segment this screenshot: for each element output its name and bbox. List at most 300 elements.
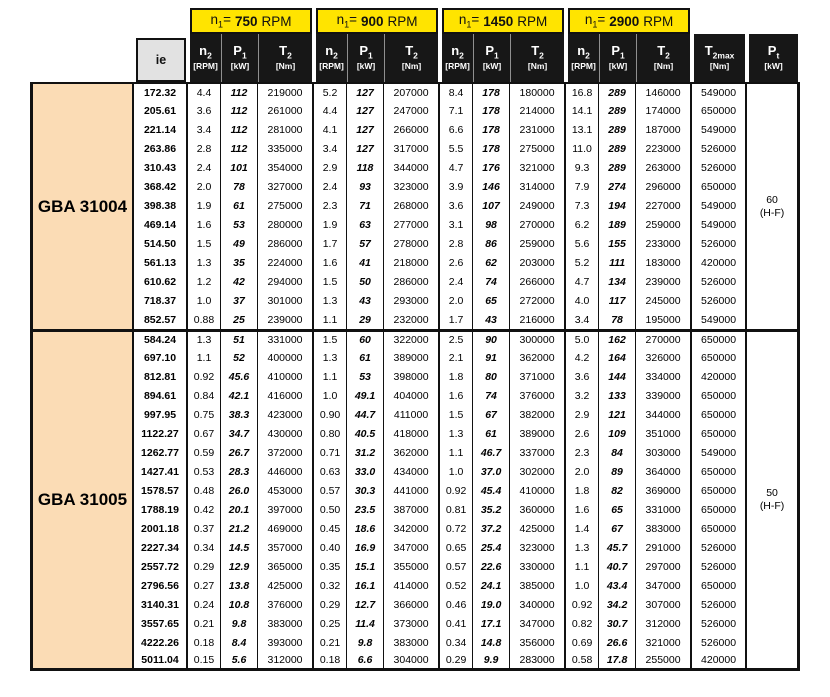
column-header-group-900 xyxy=(316,34,438,82)
speed-banner-row xyxy=(30,8,800,34)
t2-cell: 326000 xyxy=(636,348,692,367)
n2-cell: 4.1 xyxy=(314,120,347,139)
t2-cell: 232000 xyxy=(384,310,440,329)
t2max-cell: 549000 xyxy=(692,310,747,329)
gear-ratio-cell: 368.42 xyxy=(134,177,188,196)
t2-cell: 227000 xyxy=(636,196,692,215)
gear-ratio-cell: 2796.56 xyxy=(134,576,188,595)
p1-cell: 42.1 xyxy=(221,386,258,405)
table-row xyxy=(30,462,800,481)
n2-cell: 7.1 xyxy=(440,101,473,120)
t2-cell: 372000 xyxy=(258,443,314,462)
n2-cell: 0.52 xyxy=(440,576,473,595)
p1-cell: 61 xyxy=(473,424,510,443)
p1-cell: 194 xyxy=(599,196,636,215)
p1-cell: 50 xyxy=(347,272,384,291)
p1-cell: 78 xyxy=(221,177,258,196)
p1-cell: 24.1 xyxy=(473,576,510,595)
gear-ratio-cell: 610.62 xyxy=(134,272,188,291)
model-label: GBA 31004 xyxy=(30,82,134,329)
t2-cell: 263000 xyxy=(636,158,692,177)
n2-cell: 1.9 xyxy=(188,196,221,215)
gear-ratio-cell: 5011.04 xyxy=(134,652,188,671)
t2-cell: 416000 xyxy=(258,386,314,405)
p1-cell: 178 xyxy=(473,82,510,101)
n2-cell: 0.69 xyxy=(566,633,599,652)
p1-cell: 176 xyxy=(473,158,510,177)
p1-cell: 74 xyxy=(473,272,510,291)
p1-cell: 33.0 xyxy=(347,462,384,481)
n2-cell: 6.2 xyxy=(566,215,599,234)
p1-cell: 14.5 xyxy=(221,538,258,557)
t2-cell: 410000 xyxy=(258,367,314,386)
table-row xyxy=(30,481,800,500)
t2max-cell: 650000 xyxy=(692,481,747,500)
n2-cell: 16.8 xyxy=(566,82,599,101)
t2-cell: 347000 xyxy=(636,576,692,595)
t2-cell: 323000 xyxy=(510,538,566,557)
t2max-cell: 650000 xyxy=(692,519,747,538)
t2-cell: 382000 xyxy=(510,405,566,424)
n2-cell: 1.3 xyxy=(566,538,599,557)
t2-cell: 296000 xyxy=(636,177,692,196)
n2-cell: 4.2 xyxy=(566,348,599,367)
table-row xyxy=(30,310,800,329)
gear-ratio-cell: 2001.18 xyxy=(134,519,188,538)
n2-cell: 3.4 xyxy=(188,120,221,139)
p1-cell: 45.7 xyxy=(599,538,636,557)
p1-cell: 86 xyxy=(473,234,510,253)
t2-cell: 321000 xyxy=(636,633,692,652)
t2max-cell: 549000 xyxy=(692,443,747,462)
gear-ratio-cell: 263.86 xyxy=(134,139,188,158)
p1-cell: 17.1 xyxy=(473,614,510,633)
n2-cell: 8.4 xyxy=(440,82,473,101)
t2max-cell: 549000 xyxy=(692,120,747,139)
p1-cell: 117 xyxy=(599,291,636,310)
p1-cell: 67 xyxy=(473,405,510,424)
n2-cell: 3.2 xyxy=(566,386,599,405)
n2-cell: 0.80 xyxy=(314,424,347,443)
gear-ratio-cell: 1788.19 xyxy=(134,500,188,519)
p1-cell: 189 xyxy=(599,215,636,234)
n2-cell: 3.4 xyxy=(566,310,599,329)
gear-ratio-cell: 310.43 xyxy=(134,158,188,177)
gear-ratio-cell: 3557.65 xyxy=(134,614,188,633)
t2-cell: 469000 xyxy=(258,519,314,538)
gear-ratio-cell: 3140.31 xyxy=(134,595,188,614)
t2-cell: 174000 xyxy=(636,101,692,120)
t2-cell: 304000 xyxy=(384,652,440,671)
p1-cell: 74 xyxy=(473,386,510,405)
n2-cell: 2.4 xyxy=(188,158,221,177)
p1-cell: 16.1 xyxy=(347,576,384,595)
t2-cell: 277000 xyxy=(384,215,440,234)
gear-ratio-cell: 205.61 xyxy=(134,101,188,120)
n2-cell: 0.53 xyxy=(188,462,221,481)
n2-cell: 0.29 xyxy=(188,557,221,576)
n2-cell: 1.1 xyxy=(314,367,347,386)
n2-cell: 2.6 xyxy=(566,424,599,443)
t2-cell: 342000 xyxy=(384,519,440,538)
p1-cell: 289 xyxy=(599,82,636,101)
n2-cell: 0.45 xyxy=(314,519,347,538)
p1-cell: 52 xyxy=(221,348,258,367)
n2-cell: 11.0 xyxy=(566,139,599,158)
n2-cell: 2.4 xyxy=(314,177,347,196)
n2-cell: 4.4 xyxy=(314,101,347,120)
t2-cell: 362000 xyxy=(384,443,440,462)
t2-cell: 383000 xyxy=(258,614,314,633)
n2-cell: 0.34 xyxy=(188,538,221,557)
n2-cell: 1.5 xyxy=(314,272,347,291)
p1-cell: 71 xyxy=(347,196,384,215)
table-row xyxy=(30,177,800,196)
t2-cell: 327000 xyxy=(258,177,314,196)
t2-cell: 434000 xyxy=(384,462,440,481)
n2-cell: 0.21 xyxy=(314,633,347,652)
t2-cell: 278000 xyxy=(384,234,440,253)
table-row xyxy=(30,120,800,139)
p1-cell: 80 xyxy=(473,367,510,386)
n2-cell: 0.42 xyxy=(188,500,221,519)
p1-cell: 84 xyxy=(599,443,636,462)
t2-cell: 280000 xyxy=(258,215,314,234)
model-label: GBA 31005 xyxy=(30,329,134,671)
n2-cell: 3.4 xyxy=(314,139,347,158)
t2max-cell: 650000 xyxy=(692,424,747,443)
gear-ratio-cell: 561.13 xyxy=(134,253,188,272)
t2-cell: 266000 xyxy=(510,272,566,291)
t2-cell: 321000 xyxy=(510,158,566,177)
n2-cell: 1.3 xyxy=(188,329,221,348)
t2-cell: 383000 xyxy=(636,519,692,538)
n2-cell: 0.57 xyxy=(314,481,347,500)
n2-cell: 1.6 xyxy=(188,215,221,234)
n2-cell: 6.6 xyxy=(440,120,473,139)
n2-cell: 4.7 xyxy=(440,158,473,177)
gear-ratio-cell: 1262.77 xyxy=(134,443,188,462)
speed-value: 1450 xyxy=(483,13,514,29)
t2-cell: 317000 xyxy=(384,139,440,158)
p1-cell: 155 xyxy=(599,234,636,253)
t2max-cell: 549000 xyxy=(692,82,747,101)
n2-cell: 3.6 xyxy=(440,196,473,215)
table-row xyxy=(30,348,800,367)
n2-cell: 0.32 xyxy=(314,576,347,595)
p1-cell: 112 xyxy=(221,139,258,158)
p1-cell: 121 xyxy=(599,405,636,424)
t2max-cell: 650000 xyxy=(692,348,747,367)
n2-cell: 1.1 xyxy=(188,348,221,367)
n2-cell: 0.29 xyxy=(314,595,347,614)
n2-cell: 2.0 xyxy=(566,462,599,481)
t2-cell: 335000 xyxy=(258,139,314,158)
t2max-cell: 650000 xyxy=(692,462,747,481)
n2-cell: 0.15 xyxy=(188,652,221,671)
table-row xyxy=(30,405,800,424)
gear-ratio-cell: 852.57 xyxy=(134,310,188,329)
t2-cell: 216000 xyxy=(510,310,566,329)
n2-cell: 2.3 xyxy=(314,196,347,215)
col-header-n2: $n_2$ [RPM] xyxy=(319,43,344,71)
p1-cell: 16.9 xyxy=(347,538,384,557)
n2-cell: 0.18 xyxy=(314,652,347,671)
col-header-t2: $T_2$ [Nm] xyxy=(510,34,564,82)
p1-cell: 26.7 xyxy=(221,443,258,462)
n2-cell: 1.0 xyxy=(440,462,473,481)
t2-cell: 312000 xyxy=(258,652,314,671)
n2-cell: 0.90 xyxy=(314,405,347,424)
ie-header: ie xyxy=(136,38,186,82)
n2-cell: 1.3 xyxy=(188,253,221,272)
n2-cell: 2.1 xyxy=(440,348,473,367)
p1-cell: 28.3 xyxy=(221,462,258,481)
n2-cell: 0.27 xyxy=(188,576,221,595)
t2-cell: 369000 xyxy=(636,481,692,500)
table-row xyxy=(30,215,800,234)
n2-cell: 5.2 xyxy=(566,253,599,272)
t2-cell: 281000 xyxy=(258,120,314,139)
t2-cell: 340000 xyxy=(510,595,566,614)
t2-cell: 364000 xyxy=(636,462,692,481)
table-row xyxy=(30,253,800,272)
n2-cell: 0.57 xyxy=(440,557,473,576)
p1-cell: 38.3 xyxy=(221,405,258,424)
p1-cell: 25 xyxy=(221,310,258,329)
t2-cell: 146000 xyxy=(636,82,692,101)
n2-cell: 7.3 xyxy=(566,196,599,215)
n2-cell: 4.0 xyxy=(566,291,599,310)
p1-cell: 43.4 xyxy=(599,576,636,595)
p1-cell: 178 xyxy=(473,101,510,120)
t2-cell: 270000 xyxy=(636,329,692,348)
n2-cell: 1.6 xyxy=(314,253,347,272)
n2-cell: 0.50 xyxy=(314,500,347,519)
t2-cell: 354000 xyxy=(258,158,314,177)
t2-cell: 214000 xyxy=(510,101,566,120)
n2-cell: 0.18 xyxy=(188,633,221,652)
n2-cell: 0.29 xyxy=(440,652,473,671)
t2max-cell: 650000 xyxy=(692,177,747,196)
p1-cell: 26.0 xyxy=(221,481,258,500)
p1-cell: 19.0 xyxy=(473,595,510,614)
t2-cell: 418000 xyxy=(384,424,440,443)
table-row xyxy=(30,272,800,291)
p1-cell: 60 xyxy=(347,329,384,348)
rpm-unit: RPM xyxy=(643,13,674,29)
n2-cell: 1.0 xyxy=(188,291,221,310)
t2-cell: 268000 xyxy=(384,196,440,215)
t2max-cell: 420000 xyxy=(692,367,747,386)
t2-cell: 373000 xyxy=(384,614,440,633)
t2-cell: 249000 xyxy=(510,196,566,215)
p1-cell: 17.8 xyxy=(599,652,636,671)
pt-thermal-class: (H-F) xyxy=(759,206,785,219)
column-header-group-1450 xyxy=(442,34,564,82)
t2-cell: 344000 xyxy=(384,158,440,177)
t2-cell: 446000 xyxy=(258,462,314,481)
p1-cell: 5.6 xyxy=(221,652,258,671)
p1-cell: 46.7 xyxy=(473,443,510,462)
n2-cell: 14.1 xyxy=(566,101,599,120)
t2-cell: 410000 xyxy=(510,481,566,500)
p1-cell: 40.5 xyxy=(347,424,384,443)
column-header-row xyxy=(30,34,800,82)
speed-value: 2900 xyxy=(609,13,640,29)
t2max-cell: 650000 xyxy=(692,386,747,405)
p1-cell: 49 xyxy=(221,234,258,253)
t2-cell: 389000 xyxy=(384,348,440,367)
model-group-gba31004 xyxy=(30,82,800,329)
t2max-cell: 526000 xyxy=(692,291,747,310)
t2-cell: 337000 xyxy=(510,443,566,462)
gear-ratio-cell: 894.61 xyxy=(134,386,188,405)
p1-cell: 42 xyxy=(221,272,258,291)
gear-ratio-cell: 718.37 xyxy=(134,291,188,310)
speed-value: 750 xyxy=(234,13,258,29)
p1-cell: 178 xyxy=(473,120,510,139)
n2-cell: 0.21 xyxy=(188,614,221,633)
t2-cell: 275000 xyxy=(510,139,566,158)
n2-cell: 4.7 xyxy=(566,272,599,291)
gear-ratio-cell: 697.10 xyxy=(134,348,188,367)
n2-cell: 0.92 xyxy=(188,367,221,386)
speed-banner-750 xyxy=(190,8,312,34)
n2-cell: 5.6 xyxy=(566,234,599,253)
p1-cell: 62 xyxy=(473,253,510,272)
table-row xyxy=(30,139,800,158)
t2-cell: 322000 xyxy=(384,329,440,348)
t2-cell: 351000 xyxy=(636,424,692,443)
n2-cell: 1.1 xyxy=(314,310,347,329)
n2-cell: 1.0 xyxy=(566,576,599,595)
t2max-cell: 650000 xyxy=(692,576,747,595)
t2-cell: 180000 xyxy=(510,82,566,101)
gear-ratio-cell: 172.32 xyxy=(134,82,188,101)
p1-cell: 11.4 xyxy=(347,614,384,633)
t2-cell: 286000 xyxy=(258,234,314,253)
n2-cell: 4.4 xyxy=(188,82,221,101)
n2-cell: 1.8 xyxy=(566,481,599,500)
pt-value: 50 xyxy=(766,487,778,499)
t2-cell: 224000 xyxy=(258,253,314,272)
t2-cell: 344000 xyxy=(636,405,692,424)
p1-cell: 35 xyxy=(221,253,258,272)
n2-cell: 0.81 xyxy=(440,500,473,519)
t2-cell: 425000 xyxy=(258,576,314,595)
table-row xyxy=(30,291,800,310)
p1-cell: 34.2 xyxy=(599,595,636,614)
n2-cell: 0.35 xyxy=(314,557,347,576)
t2-cell: 397000 xyxy=(258,500,314,519)
p1-cell: 9.9 xyxy=(473,652,510,671)
n2-cell: 1.1 xyxy=(440,443,473,462)
t2-cell: 441000 xyxy=(384,481,440,500)
p1-cell: 63 xyxy=(347,215,384,234)
p1-cell: 21.2 xyxy=(221,519,258,538)
p1-cell: 274 xyxy=(599,177,636,196)
n2-cell: 3.9 xyxy=(440,177,473,196)
p1-cell: 41 xyxy=(347,253,384,272)
col-header-p1: $P_1$ [kW] xyxy=(473,34,510,82)
p1-cell: 37.2 xyxy=(473,519,510,538)
table-row xyxy=(30,424,800,443)
n2-cell: 0.25 xyxy=(314,614,347,633)
pt-rating-cell xyxy=(747,82,800,329)
p1-cell: 89 xyxy=(599,462,636,481)
column-header-group-2900 xyxy=(568,34,690,82)
n1-symbol: $n_1=$ xyxy=(210,12,231,30)
p1-cell: 61 xyxy=(347,348,384,367)
gear-ratio-cell: 514.50 xyxy=(134,234,188,253)
t2-cell: 376000 xyxy=(258,595,314,614)
n2-cell: 7.9 xyxy=(566,177,599,196)
t2-cell: 239000 xyxy=(258,310,314,329)
t2-cell: 207000 xyxy=(384,82,440,101)
pt-rating-cell xyxy=(747,329,800,671)
n1-symbol: $n_1=$ xyxy=(336,12,357,30)
table-row xyxy=(30,538,800,557)
t2max-cell: 650000 xyxy=(692,329,747,348)
header-spacer-right xyxy=(692,8,800,34)
p1-cell: 53 xyxy=(221,215,258,234)
p1-cell: 93 xyxy=(347,177,384,196)
n2-cell: 0.59 xyxy=(188,443,221,462)
table-row xyxy=(30,576,800,595)
p1-cell: 53 xyxy=(347,367,384,386)
t2-cell: 360000 xyxy=(510,500,566,519)
n2-cell: 0.34 xyxy=(440,633,473,652)
t2-cell: 294000 xyxy=(258,272,314,291)
rpm-unit: RPM xyxy=(261,13,292,29)
n2-cell: 1.6 xyxy=(440,386,473,405)
p1-cell: 30.7 xyxy=(599,614,636,633)
n2-cell: 2.8 xyxy=(188,139,221,158)
t2-cell: 259000 xyxy=(510,234,566,253)
p1-cell: 37.0 xyxy=(473,462,510,481)
t2-cell: 339000 xyxy=(636,386,692,405)
n2-cell: 2.0 xyxy=(188,177,221,196)
col-header-pt: $P_t$ [kW] xyxy=(749,34,798,82)
t2-cell: 297000 xyxy=(636,557,692,576)
table-row xyxy=(30,443,800,462)
t2max-cell: 549000 xyxy=(692,215,747,234)
p1-cell: 289 xyxy=(599,101,636,120)
n2-cell: 0.82 xyxy=(566,614,599,633)
pt-thermal-class: (H-F) xyxy=(759,500,785,512)
p1-cell: 34.7 xyxy=(221,424,258,443)
n2-cell: 3.6 xyxy=(188,101,221,120)
col-header-p1: $P_1$ [kW] xyxy=(347,34,384,82)
t2-cell: 404000 xyxy=(384,386,440,405)
n2-cell: 1.5 xyxy=(314,329,347,348)
t2-cell: 266000 xyxy=(384,120,440,139)
t2-cell: 356000 xyxy=(510,633,566,652)
t2-cell: 233000 xyxy=(636,234,692,253)
t2max-cell: 650000 xyxy=(692,405,747,424)
t2-cell: 307000 xyxy=(636,595,692,614)
n2-cell: 0.40 xyxy=(314,538,347,557)
gear-ratio-cell: 997.95 xyxy=(134,405,188,424)
n2-cell: 5.0 xyxy=(566,329,599,348)
n2-cell: 0.88 xyxy=(188,310,221,329)
t2-cell: 259000 xyxy=(636,215,692,234)
n2-cell: 0.48 xyxy=(188,481,221,500)
t2-cell: 312000 xyxy=(636,614,692,633)
n2-cell: 1.3 xyxy=(314,291,347,310)
p1-cell: 9.8 xyxy=(347,633,384,652)
